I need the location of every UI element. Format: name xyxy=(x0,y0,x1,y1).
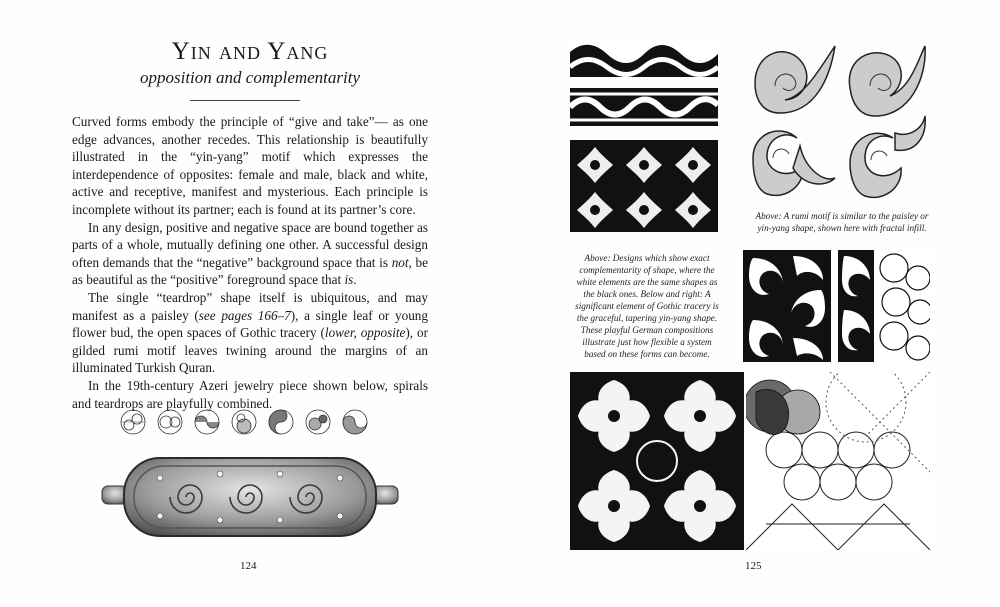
paragraph-2: In any design, positive and negative space are bound together as parts of a whole, mutually defining one other. A successful design often demands that the “negative” background space that is not, be as beautiful as the “positive” foreground space that is. xyxy=(72,219,428,288)
rumi-paisley-motifs xyxy=(745,38,930,208)
paragraph-4: In the 19th-century Azeri jewelry piece shown below, spirals and teardrops are playfully combined. xyxy=(72,377,428,411)
teardrop-diagram xyxy=(232,410,256,434)
teardrop-diagram-row xyxy=(120,404,380,440)
paragraph-1: Curved forms embody the principle of “give and take”— as one edge advances, another recedes. This relationship is beautifully illustrated in the “yin-yang” motif which expresses the interdependence of opposites: female and male, black and white, active and receptive, manifest and mysterious. Each principle is incomplete without its partner; each is found at its partner’s core. xyxy=(72,114,428,217)
right-page xyxy=(500,0,1000,607)
gothic-tracery-panel xyxy=(570,372,744,550)
caption-rumi: Above: A rumi motif is similar to the paisley or yin-yang shape, shown here with fractal infill. xyxy=(755,211,929,233)
teardrop-diagram xyxy=(195,410,219,434)
teardrop-diagram xyxy=(121,410,145,434)
paragraph-3: The single “teardrop” shape itself is ubiquitous, and may manifest as a paisley (see pages 166–7), a single leaf or young flower bud, the open spaces of Gothic tracery (lower, opposite), or gilded rumi motif leaves twining around the margins of an illuminated Turkish Quran. xyxy=(72,289,428,376)
caption-complementarity: Above: Designs which show exact complementarity of shape, where the white elements are the same shapes as the black ones. Below and right: A significant element of Gothic tracery is the graceful, tapering yin-yang shape. These playful German compositions illustrate just how flexible a system based on these forms can become. xyxy=(575,253,719,359)
page-number: 125 xyxy=(745,560,762,572)
page-subtitle: opposition and complementarity xyxy=(139,68,361,87)
reciprocal-border-pattern xyxy=(570,88,718,126)
title-divider xyxy=(190,100,300,101)
page-number: 124 xyxy=(240,560,257,572)
teardrop-diagram xyxy=(343,410,367,434)
gothic-tracery-strip xyxy=(743,250,831,362)
azeri-jewelry-image xyxy=(100,450,400,545)
page-title: Yin and Yang xyxy=(171,38,329,65)
teardrop-diagram xyxy=(269,410,293,434)
teardrop-diagram xyxy=(306,410,330,434)
teardrop-diagram xyxy=(158,410,182,434)
gothic-tracery-strip xyxy=(838,250,930,362)
fleur-lattice-pattern xyxy=(570,140,718,232)
wave-border-pattern xyxy=(570,42,718,77)
tracery-construction-diagram xyxy=(746,372,930,550)
body-text xyxy=(72,113,428,412)
